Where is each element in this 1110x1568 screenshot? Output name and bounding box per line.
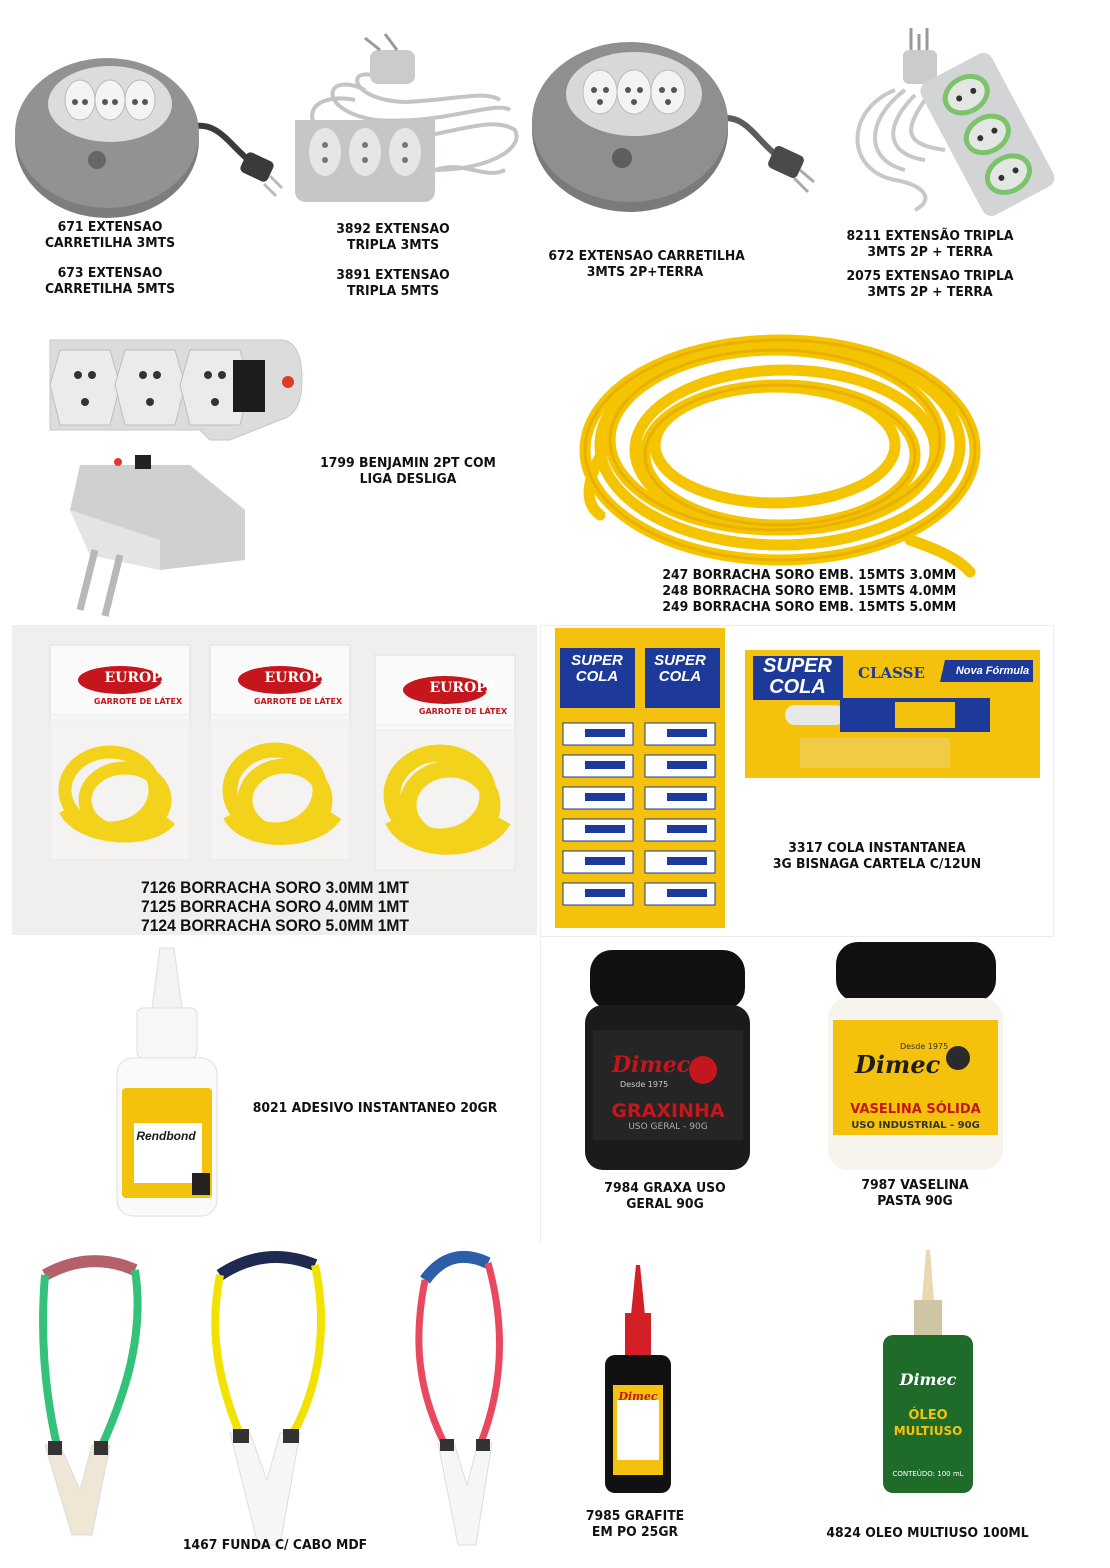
oleo-line2: MULTIUSO [893,1424,963,1438]
rendbond-logo: Rendbond [136,1129,196,1143]
europa-sub-2: GARROTE DE LÁTEX [253,697,343,706]
caption-3891: 3891 EXTENSAO TRIPLA 5MTS [336,267,450,299]
oleo-line1: ÓLEO [908,1408,948,1423]
nova-formula: Nova Fórmula [955,665,1030,677]
caption-8021: 8021 ADESIVO INSTANTANEO 20GR [252,1100,498,1116]
caption-7985: 7985 GRAFITE EM PO 25GR [585,1508,685,1540]
europa-brand-1: EUROPA [104,670,172,686]
europa-brand-2: EUROPA [264,670,332,686]
caption-4824: 4824 OLEO MULTIUSO 100ML [826,1525,1029,1541]
card-super-2: SUPER [654,652,706,669]
caption-1467: 1467 FUNDA C/ CABO MDF [182,1537,368,1553]
europa-brand-3: EUROPA [429,680,497,696]
grafite-bottle-image [603,1265,673,1495]
vaselina-dimec: Dimec [855,1050,941,1079]
caption-1799: 1799 BENJAMIN 2PT COM LIGA DESLIGA [320,455,496,487]
caption-247: 247 BORRACHA SORO EMB. 15MTS 3.0MM 248 BORRACHA SORO EMB. 15MTS 4.0MM 249 BORRACHA SORO EMB. 15MTS 5.0MM [662,567,957,615]
oleo-dimec: Dimec [899,1370,957,1389]
graxa-desde: Desde 1975 [620,1080,669,1089]
yellow-hose-coil-image [570,310,990,575]
europa-sub-1: GARROTE DE LÁTEX [93,697,183,706]
caption-673: 673 EXTENSAO CARRETILHA 5MTS [44,265,176,297]
blister-cola: COLA [769,676,826,698]
vaselina-name: VASELINA SÓLIDA [850,1102,981,1117]
card-cola-1: COLA [575,668,619,685]
rendbond-bottle-image [112,948,222,1218]
caption-3317: 3317 COLA INSTANTANEA 3G BISNAGA CARTELA C/12UN [772,840,982,872]
benjamin-adapter-image [40,320,310,620]
caption-671: 671 EXTENSAO CARRETILHA 3MTS [44,219,176,251]
caption-672: 672 EXTENSAO CARRETILHA 3MTS 2P+TERRA [548,248,745,280]
caption-7984: 7984 GRAXA USO GERAL 90G [604,1180,726,1212]
caption-7987: 7987 VASELINA PASTA 90G [861,1177,969,1209]
reel-3mts-image [12,48,282,218]
vaselina-desde: Desde 1975 [900,1042,949,1051]
slingshots-image [30,1245,540,1550]
classe-brand: CLASSE [858,664,925,682]
caption-3892: 3892 EXTENSAO TRIPLA 3MTS [336,221,450,253]
graxa-name: GRAXINHA [611,1100,725,1122]
graxa-uso: USO GERAL - 90G [628,1122,708,1132]
card-cola-2: COLA [658,668,702,685]
blister-super: SUPER [763,655,832,677]
reel-terra-image [530,30,815,220]
oleo-conteudo: CONTEÚDO: 100 mL [892,1470,964,1478]
triple-terra-image [835,20,1050,220]
caption-8211: 8211 EXTENSÃO TRIPLA 3MTS 2P + TERRA [846,228,1014,260]
europa-sub-3: GARROTE DE LÁTEX [418,707,508,716]
vaselina-uso: USO INDUSTRIAL - 90G [851,1120,980,1131]
caption-2075: 2075 EXTENSAO TRIPLA 3MTS 2P + TERRA [846,268,1014,300]
triple-extension-image [285,30,525,210]
card-super-1: SUPER [571,652,623,669]
graxa-dimec: Dimec [612,1052,691,1078]
grafite-dimec: Dimec [618,1390,658,1403]
caption-7126: 7126 BORRACHA SORO 3.0MM 1MT 7125 BORRACHA SORO 4.0MM 1MT 7124 BORRACHA SORO 5.0MM 1MT [141,878,409,935]
